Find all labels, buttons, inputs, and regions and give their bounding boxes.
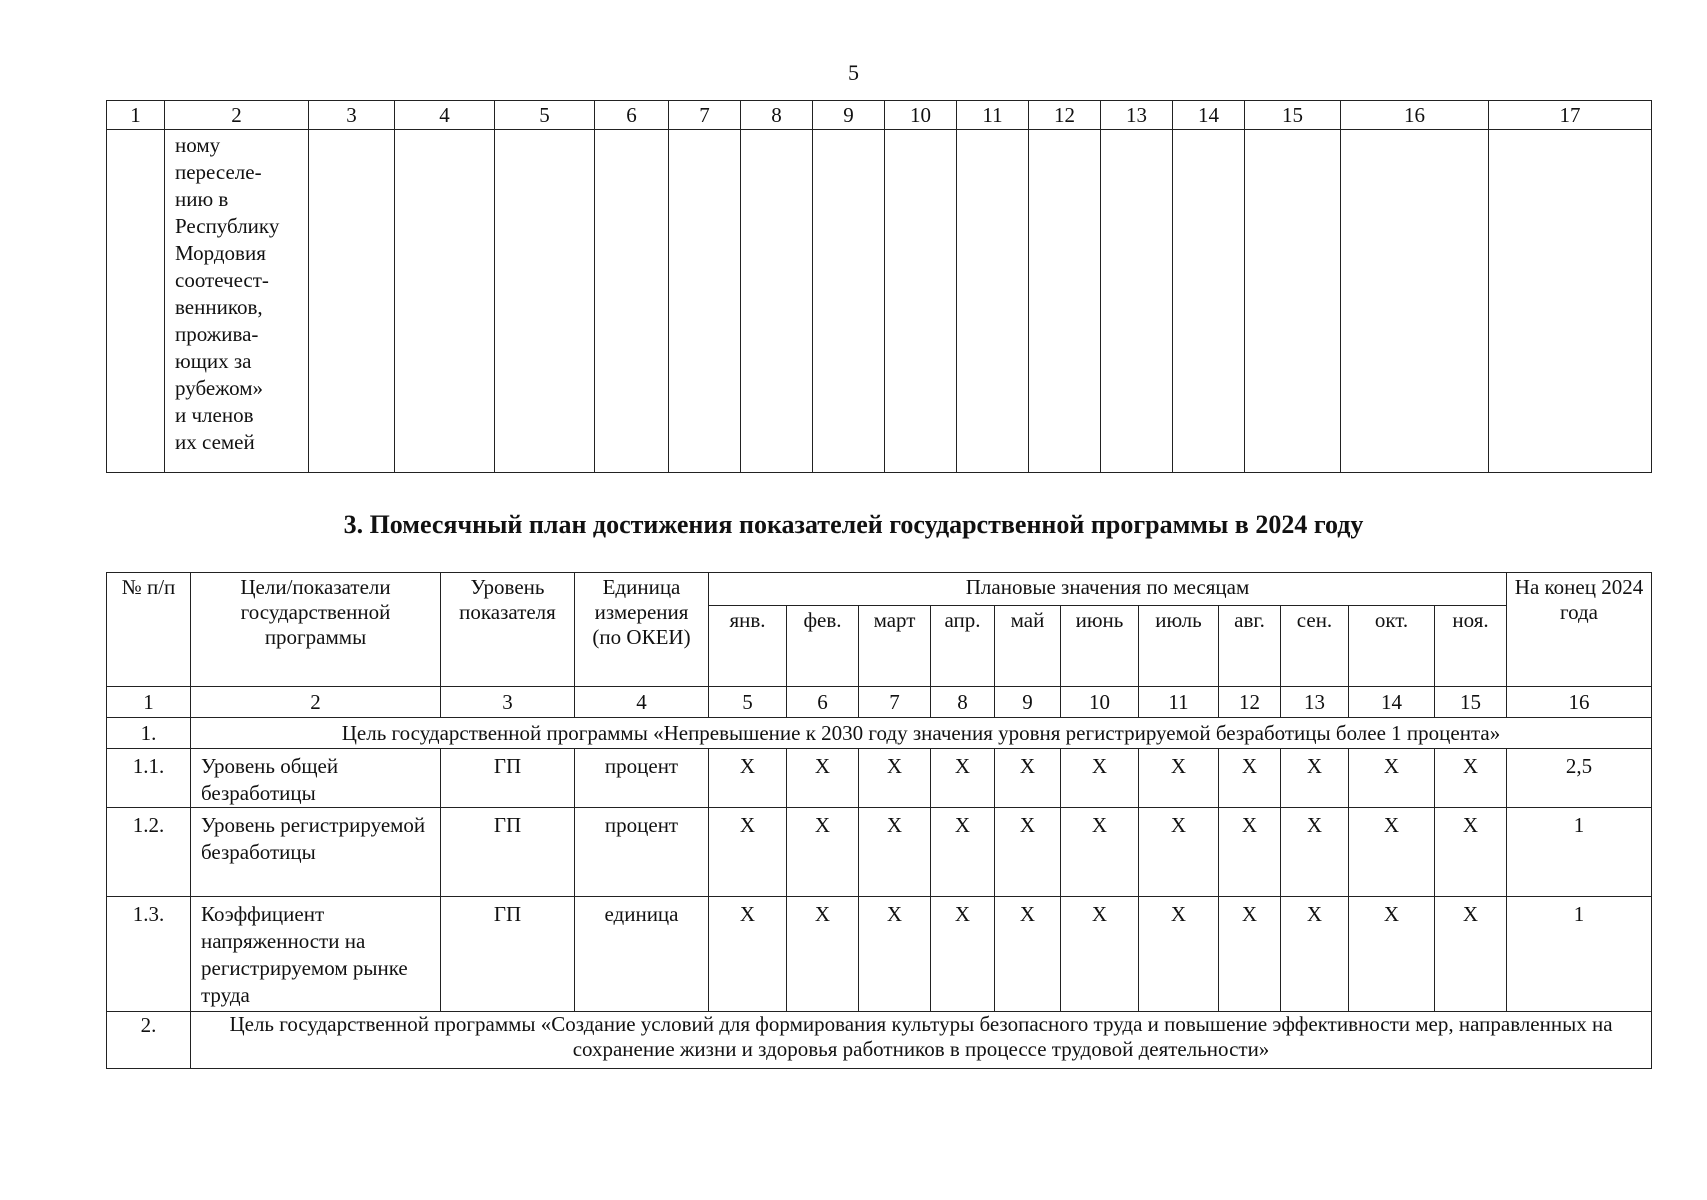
month-value: X: [1219, 808, 1281, 897]
month-value: X: [1349, 897, 1435, 1012]
text-line: их семей: [175, 430, 255, 454]
month-value: X: [1281, 808, 1349, 897]
column-number: 5: [709, 687, 787, 718]
column-number: 6: [595, 101, 669, 130]
month-value: X: [931, 749, 995, 808]
goal-row: [107, 718, 1652, 749]
column-number: 13: [1281, 687, 1349, 718]
month-value: X: [1281, 749, 1349, 808]
month-value: X: [859, 749, 931, 808]
column-number: 14: [1173, 101, 1245, 130]
month-value: X: [931, 897, 995, 1012]
month-value: X: [995, 808, 1061, 897]
goal-num: 2.: [107, 1012, 191, 1069]
column-number: 15: [1245, 101, 1341, 130]
continued-table: [106, 100, 1652, 473]
text-line: ющих за: [175, 349, 252, 373]
month-value: X: [859, 808, 931, 897]
goal-text: Цель государственной программы «Непревышение к 2030 году значения уровня регистрируемой безработицы более 1 процента»: [191, 718, 1652, 749]
column-number: 16: [1507, 687, 1652, 718]
row-num: 1.1.: [107, 749, 191, 808]
month-header: окт.: [1349, 606, 1435, 687]
column-number: 5: [495, 101, 595, 130]
column-number: 6: [787, 687, 859, 718]
text-line: прожива-: [175, 322, 259, 346]
month-value: X: [787, 897, 859, 1012]
indicator-name: Уровень регистрируемой безработицы: [191, 808, 441, 897]
header-unit: Единица измерения (по ОКЕИ): [575, 573, 709, 687]
monthly-plan-table: [106, 572, 1652, 1069]
month-value: X: [787, 749, 859, 808]
column-number-row: [107, 687, 1652, 718]
month-value: X: [1349, 749, 1435, 808]
column-number: 2: [165, 101, 309, 130]
month-value: X: [1061, 897, 1139, 1012]
month-header: фев.: [787, 606, 859, 687]
month-value: X: [995, 897, 1061, 1012]
month-value: X: [931, 808, 995, 897]
column-number: 4: [395, 101, 495, 130]
table-row: [107, 749, 1652, 808]
indicator-unit: процент: [575, 749, 709, 808]
header-num: № п/п: [107, 573, 191, 687]
column-number: 12: [1219, 687, 1281, 718]
month-value: X: [1349, 808, 1435, 897]
month-header: март: [859, 606, 931, 687]
text-line: соотечест-: [175, 268, 269, 292]
month-value: X: [1435, 897, 1507, 1012]
indicator-name: Коэффициент напряженности на регистрируемом рынке труда: [191, 897, 441, 1012]
column-number: 10: [885, 101, 957, 130]
column-number: 16: [1341, 101, 1489, 130]
row-num: 1.2.: [107, 808, 191, 897]
month-value: X: [1219, 749, 1281, 808]
column-number: 17: [1489, 101, 1652, 130]
month-header: июль: [1139, 606, 1219, 687]
column-number: 1: [107, 687, 191, 718]
month-value: X: [1139, 749, 1219, 808]
indicator-level: ГП: [441, 897, 575, 1012]
column-number: 7: [669, 101, 741, 130]
row-num: 1.3.: [107, 897, 191, 1012]
goal-row: [107, 1012, 1652, 1069]
column-number-row: [107, 101, 1652, 130]
column-number: 3: [309, 101, 395, 130]
header-end: На конец 2024 года: [1507, 573, 1652, 687]
column-number: 8: [741, 101, 813, 130]
column-number: 2: [191, 687, 441, 718]
text-line: Мордовия: [175, 241, 266, 265]
indicator-level: ГП: [441, 808, 575, 897]
text-line: венников,: [175, 295, 263, 319]
month-value: X: [995, 749, 1061, 808]
header-planned: Плановые значения по месяцам: [709, 573, 1507, 606]
month-value: X: [1281, 897, 1349, 1012]
header-goals: Цели/показатели государственной программы: [191, 573, 441, 687]
indicator-level: ГП: [441, 749, 575, 808]
column-number: 1: [107, 101, 165, 130]
column-number: 9: [995, 687, 1061, 718]
month-value: X: [1061, 749, 1139, 808]
text-line: ному: [175, 133, 221, 157]
goal-text: Цель государственной программы «Создание условий для формирования культуры безопасного труда и повышение эффективности мер, направленных на сохранение жизни и здоровья работников в процессе трудовой деятельности»: [191, 1012, 1652, 1069]
page-number: 5: [848, 60, 859, 85]
indicator-continued-text: [165, 130, 309, 473]
month-value: X: [1435, 749, 1507, 808]
text-line: переселе-: [175, 160, 262, 184]
column-number: 8: [931, 687, 995, 718]
end-value: 1: [1507, 808, 1652, 897]
column-number: 3: [441, 687, 575, 718]
table-cell: [107, 130, 165, 473]
month-header: апр.: [931, 606, 995, 687]
month-header: ноя.: [1435, 606, 1507, 687]
month-header: июнь: [1061, 606, 1139, 687]
indicator-unit: процент: [575, 808, 709, 897]
end-value: 2,5: [1507, 749, 1652, 808]
month-value: X: [787, 808, 859, 897]
month-value: X: [859, 897, 931, 1012]
section-title: 3. Помесячный план достижения показателей государственной программы в 2024 году: [343, 510, 1364, 539]
text-line: Республику: [175, 214, 280, 238]
text-line: и членов: [175, 403, 254, 427]
month-header: авг.: [1219, 606, 1281, 687]
header-row: [107, 573, 1652, 606]
month-value: X: [1219, 897, 1281, 1012]
month-value: X: [1139, 808, 1219, 897]
indicator-name: Уровень общей безработицы: [191, 749, 441, 808]
column-number: 14: [1349, 687, 1435, 718]
column-number: 12: [1029, 101, 1101, 130]
month-value: X: [1061, 808, 1139, 897]
goal-num: 1.: [107, 718, 191, 749]
table-row: [107, 897, 1652, 1012]
month-value: X: [709, 897, 787, 1012]
table-row: [107, 130, 1652, 473]
month-header: май: [995, 606, 1061, 687]
column-number: 13: [1101, 101, 1173, 130]
indicator-unit: единица: [575, 897, 709, 1012]
month-value: X: [709, 808, 787, 897]
month-header: янв.: [709, 606, 787, 687]
end-value: 1: [1507, 897, 1652, 1012]
text-line: нию в: [175, 187, 229, 211]
header-level: Уровень показателя: [441, 573, 575, 687]
column-number: 4: [575, 687, 709, 718]
column-number: 7: [859, 687, 931, 718]
table-row: [107, 808, 1652, 897]
column-number: 15: [1435, 687, 1507, 718]
month-value: X: [1139, 897, 1219, 1012]
month-value: X: [1435, 808, 1507, 897]
text-line: рубежом»: [175, 376, 264, 400]
month-header: сен.: [1281, 606, 1349, 687]
column-number: 11: [957, 101, 1029, 130]
column-number: 11: [1139, 687, 1219, 718]
column-number: 9: [813, 101, 885, 130]
column-number: 10: [1061, 687, 1139, 718]
month-value: X: [709, 749, 787, 808]
